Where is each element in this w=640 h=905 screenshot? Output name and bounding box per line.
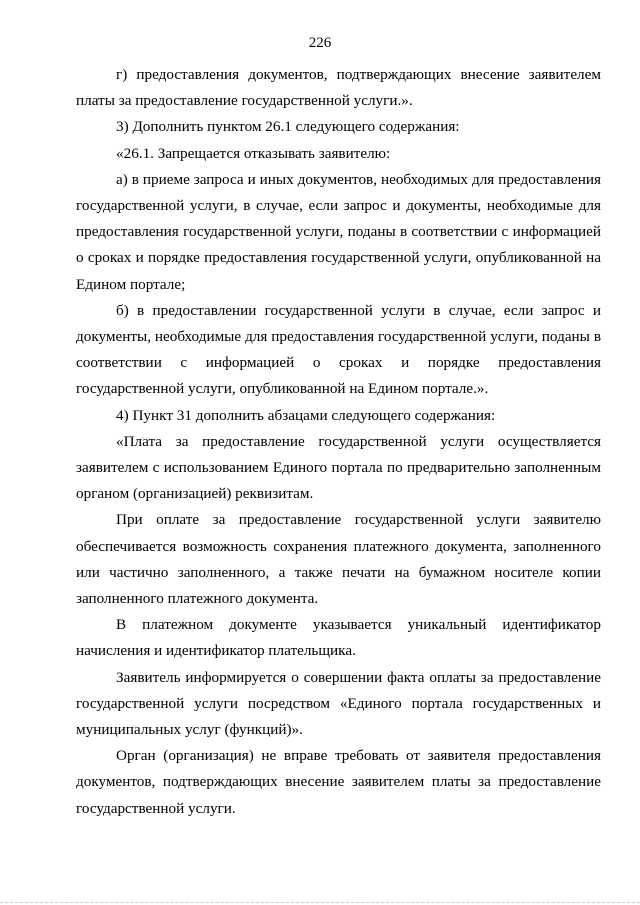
paragraph-point-3: 3) Дополнить пунктом 26.1 следующего содержания: [116, 118, 460, 136]
paragraph-payment-notification: Заявитель информируется о совершении факта оплаты за предоставление государственной услуги посредством «Единого портала государственных и муниципальных услуг (функций)». [76, 668, 601, 739]
paragraph-26-1-heading: «26.1. Запрещается отказывать заявителю: [116, 144, 391, 162]
document-body [76, 62, 601, 822]
paragraph-item-g: г) предоставления документов, подтверждающих внесение заявителем платы за предоставление государственной услуги.». [76, 66, 601, 110]
paragraph-payment-document: При оплате за предоставление государственной услуги заявителю обеспечивается возможность сохранения платежного документа, заполненного или частично заполненного, а также печати на бумажном носителе копии заполненного платежного документа. [76, 511, 601, 608]
paragraph-item-b: б) в предоставлении государственной услуги в случае, если запрос и документы, необходимые для предоставления государственной услуги, поданы в соответствии с информацией о сроках и порядке предоставления государственной услуги, опубликованной на Едином портале.». [76, 301, 601, 398]
paragraph-item-a: а) в приеме запроса и иных документов, необходимых для предоставления государственной услуги, в случае, если запрос и документы, необходимые для предоставления государственной услуги, поданы в соответствии с информацией о сроках и порядке предоставления государственной услуги, опубликованной на Едином портале; [76, 170, 601, 293]
paragraph-organ-restriction: Орган (организация) не вправе требовать от заявителя предоставления документов, подтверждающих внесение заявителем платы за предоставление государственной услуги. [76, 747, 601, 817]
paragraph-point-4: 4) Пункт 31 дополнить абзацами следующего содержания: [116, 406, 496, 424]
page-number: 226 [308, 35, 332, 51]
paragraph-payment-portal: «Плата за предоставление государственной услуги осуществляется заявителем с использованием Единого портала по предварительно заполненным органом (организацией) реквизитам. [76, 432, 601, 503]
paragraph-identifiers: В платежном документе указывается уникальный идентификатор начисления и идентификатор плательщика. [76, 616, 601, 660]
